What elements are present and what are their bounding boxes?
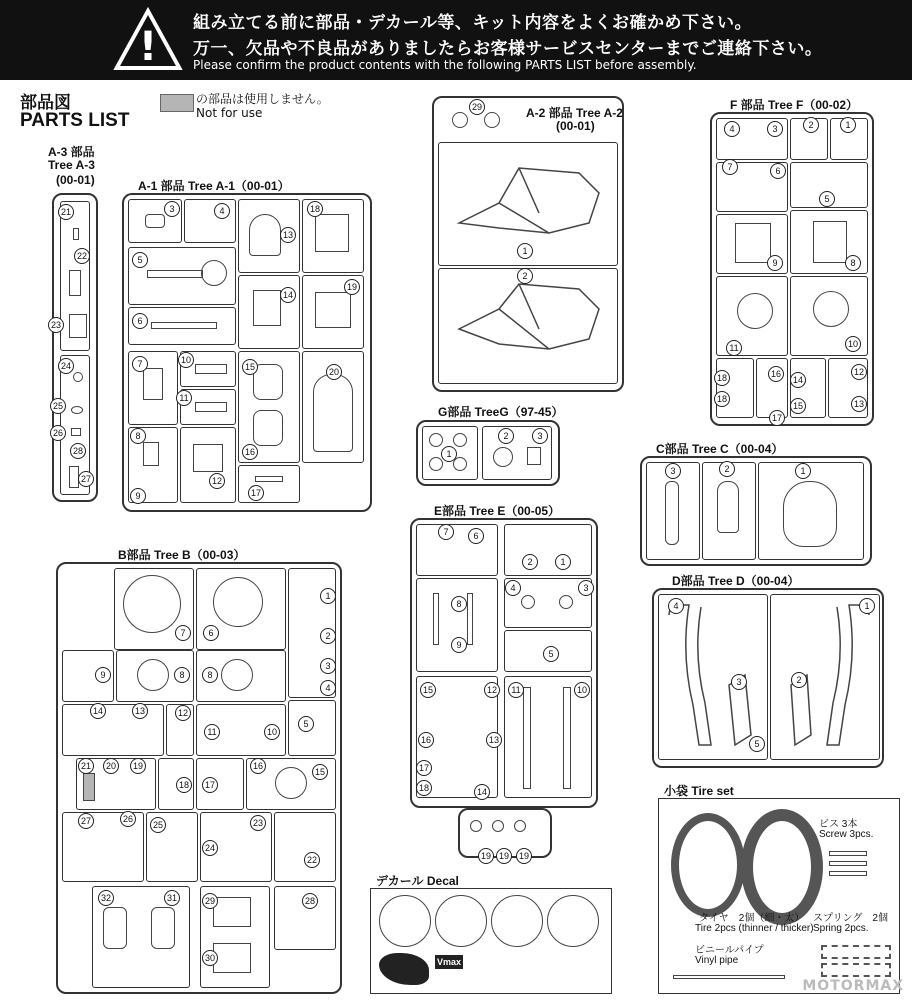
tree-c-label: C部品 Tree C（00-04） [656, 442, 784, 456]
part-number: 7 [438, 524, 454, 540]
tree-a1-label: A-1 部品 Tree A-1（00-01） [138, 179, 290, 193]
part-number: 16 [418, 732, 434, 748]
part-shape [453, 433, 467, 447]
tree-a3-cell-top [60, 201, 90, 351]
tree-f-label: F 部品 Tree F（00-02） [730, 98, 859, 112]
part-number: 25 [50, 398, 66, 414]
part-number: 16 [250, 758, 266, 774]
part-number: 26 [120, 811, 136, 827]
part-number: 14 [280, 287, 296, 303]
page-title-en: PARTS LIST [20, 110, 130, 131]
tireset-box [658, 798, 900, 994]
part-number: 17 [202, 777, 218, 793]
part-number: 4 [505, 580, 521, 596]
part-number: 7 [132, 356, 148, 372]
part-number: 9 [451, 637, 467, 653]
part-number: 11 [726, 340, 742, 356]
part-number: 9 [95, 667, 111, 683]
part-number: 13 [280, 227, 296, 243]
part-number: 4 [320, 680, 336, 696]
part-number: 18 [307, 201, 323, 217]
tree-b-cell [62, 704, 164, 756]
tree-d-cell [658, 594, 768, 760]
part-number: 18 [416, 780, 432, 796]
part-number: 17 [248, 485, 264, 501]
part-number: 2 [791, 672, 807, 688]
tree-b-label: B部品 Tree B（00-03） [118, 548, 246, 562]
part-shape [71, 428, 81, 436]
part-number: 22 [74, 248, 90, 264]
part-shape [145, 214, 165, 228]
part-shape [492, 820, 504, 832]
vinyl-label-en: Vinyl pipe [695, 955, 739, 966]
tree-b [56, 562, 342, 994]
part-number: 4 [724, 121, 740, 137]
tire-thin [671, 813, 745, 917]
part-shape [470, 820, 482, 832]
part-shape [151, 322, 217, 329]
tree-a1-cell [180, 427, 236, 503]
decal-label: デカール Decal [376, 874, 459, 888]
decal-flame [379, 953, 429, 985]
part-number: 1 [441, 446, 457, 462]
part-shape [213, 577, 263, 627]
part-number: 29 [202, 893, 218, 909]
part-number: 14 [474, 784, 490, 800]
part-number: 6 [770, 163, 786, 179]
part-shape [221, 659, 253, 691]
part-number: 1 [517, 243, 533, 259]
part-number: 23 [48, 317, 64, 333]
part-shape [213, 897, 251, 927]
part-number: 25 [150, 817, 166, 833]
part-number: 7 [175, 625, 191, 641]
part-number: 16 [768, 366, 784, 382]
part-shape [717, 481, 739, 533]
part-number: 10 [178, 352, 194, 368]
decal-logo: Vmax [436, 957, 462, 967]
tree-g-label: G部品 TreeG（97-45） [438, 405, 564, 419]
tree-a1-cell [238, 275, 300, 349]
part-number: 10 [264, 724, 280, 740]
legend-text-jp: の部品は使用しません。 [196, 92, 329, 106]
part-number: 18 [714, 391, 730, 407]
part-number: 4 [214, 203, 230, 219]
banner-line-3: Please confirm the product contents with the following PARTS LIST before assembly. [193, 58, 697, 72]
exhaust-pipe-drawing [771, 595, 879, 759]
part-number: 2 [320, 628, 336, 644]
part-shape [195, 364, 227, 374]
part-shape [559, 595, 573, 609]
tireset-label: 小袋 Tire set [664, 784, 734, 798]
part-shape [737, 293, 773, 329]
part-number: 13 [486, 732, 502, 748]
part-shape [201, 260, 227, 286]
banner-line-2: 万一、欠品や不良品がありましたらお客様サービスセンターまでご連絡下さい。 [193, 39, 823, 59]
tree-e-cell [416, 578, 498, 672]
decal-circle [491, 895, 543, 947]
part-number: 22 [304, 852, 320, 868]
part-shape [147, 270, 203, 278]
part-number: 5 [132, 252, 148, 268]
screw-shape [829, 871, 867, 876]
spring-label-jp: スプリング 2個 [813, 913, 888, 924]
part-shape [813, 221, 847, 263]
part-number: 19 [478, 848, 494, 864]
part-number: 2 [719, 461, 735, 477]
part-shape [467, 593, 473, 645]
screw-label-jp: ビス 3本 [819, 819, 858, 830]
part-number: 11 [176, 390, 192, 406]
part-number: 13 [851, 396, 867, 412]
part-shape [484, 112, 500, 128]
tree-d-cell [770, 594, 880, 760]
part-number: 10 [574, 682, 590, 698]
part-shape [71, 406, 83, 414]
part-number: 1 [840, 117, 856, 133]
part-shape [433, 593, 439, 645]
tree-a1 [122, 193, 372, 512]
part-number: 1 [555, 554, 571, 570]
part-number: 14 [790, 372, 806, 388]
part-shape [69, 314, 87, 338]
decal-circle [547, 895, 599, 947]
tire-thick [741, 809, 823, 925]
part-shape [452, 112, 468, 128]
part-shape [255, 476, 283, 482]
part-shape [527, 447, 541, 465]
legend-text-en: Not for use [196, 106, 263, 120]
frame-drawing [439, 269, 617, 383]
screw-shape [829, 851, 867, 856]
part-shape [429, 433, 443, 447]
svg-text:!: ! [138, 24, 158, 70]
tree-a1-cell [238, 465, 300, 503]
part-number: 12 [851, 364, 867, 380]
tire-label-en: Tire 2pcs (thinner / thicker) [695, 923, 814, 934]
part-shape [514, 820, 526, 832]
part-number: 15 [312, 764, 328, 780]
part-number: 18 [714, 370, 730, 386]
part-number: 2 [498, 428, 514, 444]
part-number: 19 [344, 279, 360, 295]
tree-a3-label-2: Tree A-3 [48, 158, 95, 172]
part-number: 3 [320, 658, 336, 674]
part-number: 6 [132, 313, 148, 329]
part-number: 14 [90, 703, 106, 719]
part-number: 26 [50, 425, 66, 441]
part-number: 5 [298, 716, 314, 732]
part-number: 2 [803, 117, 819, 133]
part-shape [313, 374, 353, 452]
part-number: 20 [103, 758, 119, 774]
part-shape [69, 270, 81, 296]
part-shape [193, 444, 223, 472]
part-number: 6 [203, 625, 219, 641]
part-shape [249, 214, 281, 256]
part-number: 12 [484, 682, 500, 698]
decal-circle [379, 895, 431, 947]
part-shape [521, 595, 535, 609]
part-number: 18 [176, 777, 192, 793]
tree-a2-label-1: A-2 部品 Tree A-2 [526, 106, 623, 120]
part-number: 27 [78, 813, 94, 829]
part-number: 12 [209, 473, 225, 489]
part-number: 9 [767, 255, 783, 271]
part-number: 12 [175, 705, 191, 721]
part-number: 3 [731, 674, 747, 690]
part-shape [315, 214, 349, 252]
part-shape [253, 410, 283, 446]
spring-shape [821, 963, 891, 977]
tree-e-cell [504, 524, 592, 576]
warning-banner [0, 0, 912, 80]
part-number: 8 [174, 667, 190, 683]
tree-e-label: E部品 Tree E（00-05） [434, 504, 561, 518]
banner-line-1: 組み立てる前に部品・デカール等、キット内容をよくお確かめ下さい。 [193, 13, 752, 33]
tree-a3-label-3: (00-01) [56, 173, 95, 187]
tree-d [652, 588, 884, 768]
vinyl-pipe-shape [673, 975, 785, 979]
tree-a2-cell-frame-2 [438, 268, 618, 384]
part-number: 24 [58, 358, 74, 374]
legend-swatch [160, 94, 194, 112]
part-shape [493, 447, 513, 467]
part-number: 11 [204, 724, 220, 740]
part-number: 20 [326, 364, 342, 380]
part-number: 8 [845, 255, 861, 271]
part-number: 3 [578, 580, 594, 596]
part-shape [783, 481, 837, 547]
part-number: 17 [769, 410, 785, 426]
exhaust-pipe-drawing [659, 595, 767, 759]
part-number: 8 [451, 596, 467, 612]
part-shape [73, 228, 79, 240]
screw-shape [829, 861, 867, 866]
part-number: 3 [767, 121, 783, 137]
part-shape [151, 907, 175, 949]
part-number: 19 [496, 848, 512, 864]
part-shape [143, 442, 159, 466]
unused-part-shape [83, 773, 95, 801]
part-number: 1 [859, 598, 875, 614]
warning-triangle-icon [112, 6, 184, 72]
part-shape [315, 292, 351, 328]
part-number: 15 [420, 682, 436, 698]
part-shape [429, 457, 443, 471]
part-number: 6 [468, 528, 484, 544]
watermark: MOTORMAX [802, 978, 904, 994]
part-number: 4 [668, 598, 684, 614]
part-shape [103, 907, 127, 949]
part-number: 27 [78, 471, 94, 487]
part-number: 2 [517, 268, 533, 284]
part-number: 24 [202, 840, 218, 856]
decal-circle [435, 895, 487, 947]
part-number: 7 [722, 159, 738, 175]
part-number: 19 [130, 758, 146, 774]
spring-shape [821, 945, 891, 959]
tree-c-cell [758, 462, 864, 560]
tire-label-jp: タイヤ 2個（細・太） [699, 913, 805, 924]
part-number: 30 [202, 950, 218, 966]
part-number: 28 [302, 893, 318, 909]
part-number: 5 [543, 646, 559, 662]
part-shape [143, 368, 163, 400]
part-shape [253, 290, 281, 326]
part-number: 3 [164, 201, 180, 217]
part-number: 2 [522, 554, 538, 570]
part-number: 8 [202, 667, 218, 683]
part-number: 32 [98, 890, 114, 906]
tree-b-cell [274, 812, 336, 882]
part-shape [735, 223, 771, 263]
part-number: 11 [508, 682, 524, 698]
part-number: 10 [845, 336, 861, 352]
part-number: 1 [320, 588, 336, 604]
part-number: 5 [819, 191, 835, 207]
part-shape [73, 372, 83, 382]
part-shape [213, 943, 251, 973]
part-number: 21 [78, 758, 94, 774]
part-number: 15 [242, 359, 258, 375]
part-number: 3 [532, 428, 548, 444]
part-number: 31 [164, 890, 180, 906]
part-shape [137, 659, 169, 691]
tree-a3-label-1: A-3 部品 [48, 145, 95, 159]
part-number: 23 [250, 815, 266, 831]
tree-d-label: D部品 Tree D（00-04） [672, 574, 800, 588]
vinyl-label-jp: ビニールパイプ [695, 945, 764, 956]
part-shape [813, 291, 849, 327]
part-shape [123, 575, 181, 633]
spring-label-en: Spring 2pcs. [813, 923, 869, 934]
part-number: 16 [242, 444, 258, 460]
tree-f-cell [716, 358, 754, 418]
part-shape [275, 767, 307, 799]
part-number: 5 [749, 736, 765, 752]
page-title-jp: 部品図 [20, 93, 71, 113]
part-shape [563, 687, 571, 789]
part-number: 28 [70, 443, 86, 459]
part-number: 29 [469, 99, 485, 115]
part-number: 8 [130, 428, 146, 444]
part-number: 3 [665, 463, 681, 479]
decal-sheet [370, 888, 612, 994]
part-number: 19 [516, 848, 532, 864]
part-number: 9 [130, 488, 146, 504]
part-number: 21 [58, 204, 74, 220]
part-shape [523, 687, 531, 789]
part-number: 15 [790, 398, 806, 414]
part-number: 1 [795, 463, 811, 479]
screw-label-en: Screw 3pcs. [819, 829, 874, 840]
part-number: 17 [416, 760, 432, 776]
part-number: 13 [132, 703, 148, 719]
tree-e-cell [416, 524, 498, 576]
tree-a2-label-2: (00-01) [556, 119, 595, 133]
part-shape [195, 402, 227, 412]
part-shape [665, 481, 679, 545]
